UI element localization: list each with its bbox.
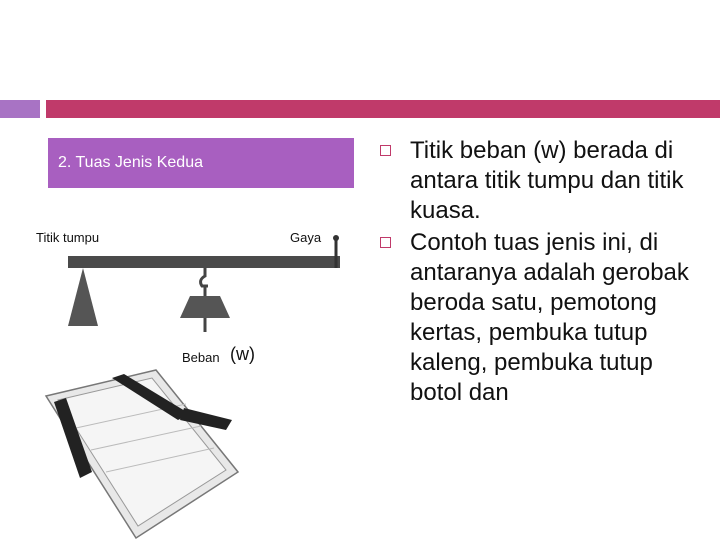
subtitle-box bbox=[48, 138, 354, 188]
hollow-square-bullet-icon bbox=[380, 237, 391, 248]
hollow-square-bullet-icon bbox=[380, 145, 391, 156]
bullet-item bbox=[378, 228, 708, 408]
bullet-text: Titik beban (w) berada di antara titik tumpu dan titik kuasa. bbox=[410, 137, 684, 224]
subtitle-text: 2. Tuas Jenis Kedua bbox=[58, 154, 203, 171]
paper-cutter-svg bbox=[36, 368, 246, 540]
force-dot bbox=[333, 235, 339, 241]
paper-cutter-image bbox=[36, 368, 246, 540]
label-force: Gaya bbox=[290, 230, 322, 245]
label-fulcrum: Titik tumpu bbox=[36, 230, 100, 245]
bullet-item bbox=[378, 136, 708, 226]
load-weight bbox=[180, 296, 230, 318]
label-load: Beban bbox=[182, 350, 220, 365]
load-hook bbox=[201, 268, 208, 286]
lever-bar bbox=[68, 256, 340, 268]
top-bar-right bbox=[46, 100, 720, 118]
top-bar-left bbox=[0, 100, 40, 118]
bullet-text: Contoh tuas jenis ini, di antaranya adalah gerobak beroda satu, pemotong kertas, pembuka tutup kaleng, pembuka tutup botol dan bbox=[410, 229, 689, 406]
lever-diagram bbox=[30, 200, 360, 380]
bullet-list bbox=[378, 136, 708, 410]
fulcrum-triangle bbox=[68, 268, 98, 326]
label-load-symbol: (w) bbox=[230, 344, 255, 364]
